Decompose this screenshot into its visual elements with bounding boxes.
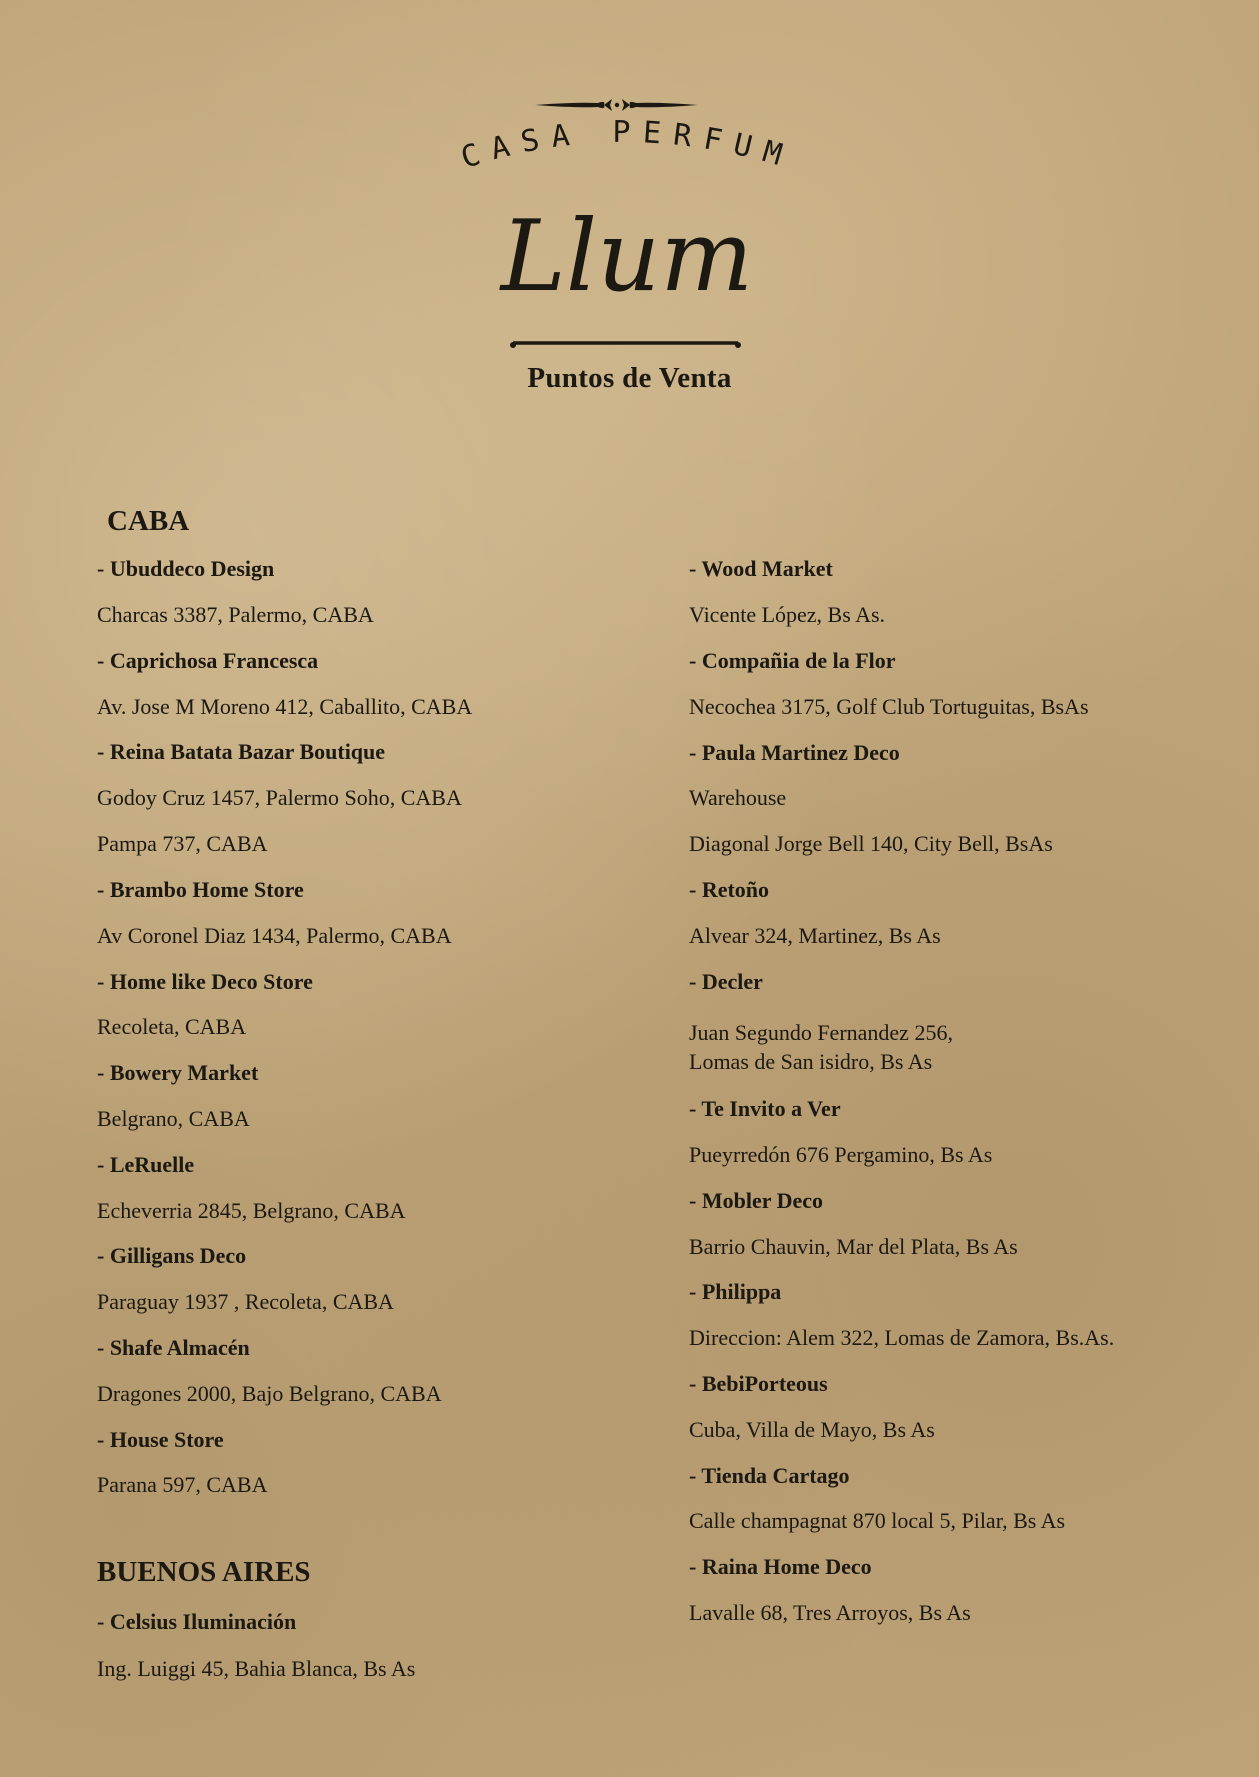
brand-tagline: CASA PERFUM — [456, 114, 798, 177]
store-address: Charcas 3387, Palermo, CABA — [97, 602, 374, 627]
store-name: - Brambo Home Store — [97, 877, 304, 902]
store-name: - Paula Martinez Deco — [689, 740, 900, 765]
store-address: Vicente López, Bs As. — [689, 602, 886, 627]
store-name: - Ubuddeco Design — [97, 556, 275, 581]
brand-logo — [0, 90, 1259, 360]
store-address: Cuba, Villa de Mayo, Bs As — [689, 1417, 935, 1442]
store-name: - Compañia de la Flor — [689, 648, 896, 673]
store-address: Av. Jose M Moreno 412, Caballito, CABA — [97, 694, 473, 719]
store-address: Barrio Chauvin, Mar del Plata, Bs As — [689, 1234, 1018, 1259]
store-name: - Philippa — [689, 1279, 782, 1304]
store-address: Echeverria 2845, Belgrano, CABA — [97, 1198, 406, 1223]
store-address: Belgrano, CABA — [97, 1106, 250, 1131]
store-address: Paraguay 1937 , Recoleta, CABA — [97, 1289, 394, 1314]
store-name: - Retoño — [689, 877, 770, 902]
store-address: Necochea 3175, Golf Club Tortuguitas, BsAs — [689, 694, 1089, 719]
ornament-top-icon — [535, 99, 698, 111]
brand-name: Llum — [500, 200, 754, 314]
store-name: - Bowery Market — [97, 1060, 259, 1085]
store-name: - LeRuelle — [97, 1152, 195, 1177]
store-name: - Raina Home Deco — [689, 1554, 872, 1579]
store-address: Pueyrredón 676 Pergamino, Bs As — [689, 1142, 993, 1167]
store-address: Pampa 737, CABA — [97, 831, 268, 856]
store-address: Lavalle 68, Tres Arroyos, Bs As — [689, 1600, 971, 1625]
store-address: Calle champagnat 870 local 5, Pilar, Bs As — [689, 1508, 1066, 1533]
store-name: - Gilligans Deco — [97, 1243, 247, 1268]
store-address: Warehouse — [689, 785, 787, 810]
store-address: Ing. Luiggi 45, Bahia Blanca, Bs As — [97, 1656, 416, 1681]
store-name: - Celsius Iluminación — [97, 1609, 297, 1634]
store-name: - Home like Deco Store — [97, 969, 313, 994]
store-name: - Decler — [689, 969, 763, 994]
store-address: Diagonal Jorge Bell 140, City Bell, BsAs — [689, 831, 1053, 856]
store-name: - House Store — [97, 1427, 224, 1452]
store-name: - Shafe Almacén — [97, 1335, 250, 1360]
store-address: Juan Segundo Fernandez 256, Lomas de San isidro, Bs As — [689, 1020, 953, 1074]
section-title-buenos-aires: BUENOS AIRES — [97, 1556, 311, 1588]
section-title-caba: CABA — [107, 505, 190, 537]
store-address: Dragones 2000, Bajo Belgrano, CABA — [97, 1381, 442, 1406]
store-name: - Te Invito a Ver — [689, 1096, 841, 1121]
store-address: Recoleta, CABA — [97, 1014, 247, 1039]
page-title: Puntos de Venta — [527, 362, 732, 394]
store-address: Godoy Cruz 1457, Palermo Soho, CABA — [97, 785, 462, 810]
store-name: - Mobler Deco — [689, 1188, 823, 1213]
store-address: Alvear 324, Martinez, Bs As — [689, 923, 941, 948]
store-address: Av Coronel Diaz 1434, Palermo, CABA — [97, 923, 452, 948]
store-name: - Caprichosa Francesca — [97, 648, 319, 673]
store-address: Parana 597, CABA — [97, 1472, 268, 1497]
store-name: - Reina Batata Bazar Boutique — [97, 739, 386, 764]
store-name: - Wood Market — [689, 556, 833, 581]
ornament-bottom-icon — [510, 342, 741, 348]
store-name: - BebiPorteous — [689, 1371, 828, 1396]
store-name: - Tienda Cartago — [689, 1463, 850, 1488]
store-address: Direccion: Alem 322, Lomas de Zamora, Bs.As. — [689, 1325, 1115, 1350]
